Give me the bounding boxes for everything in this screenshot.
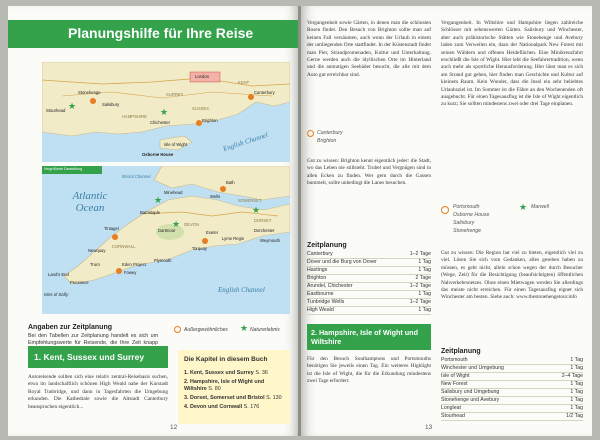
chapter-page: S. 176	[243, 404, 260, 410]
table-cell-label: High Weald	[307, 307, 399, 315]
map-label-torquay: Torquay	[192, 246, 207, 251]
table-cell-label: Portsmouth	[441, 357, 543, 365]
nature-star-icon: ★	[160, 107, 169, 117]
table-row	[441, 365, 583, 373]
table-row	[307, 259, 431, 267]
highlight-legend-icon	[307, 130, 314, 137]
chapter-page: S. 80	[208, 386, 221, 392]
legend-item: Canterbury	[317, 130, 343, 136]
map-southeast	[42, 62, 290, 162]
chapter-label: 2. Hampshire, Isle of Wight und Wiltshire	[184, 379, 265, 392]
map-label-weymouth: Weymouth	[260, 238, 280, 243]
highlight-legend-icon	[174, 326, 181, 333]
legend-item: Salisbury	[453, 220, 475, 226]
map-label-cornwall: CORNWALL	[112, 244, 136, 249]
table-cell-value: 1 Tag	[543, 357, 583, 365]
chapter-item[interactable]	[184, 379, 284, 393]
map-label-isles: Isles of Scilly	[44, 292, 69, 297]
col1-top-text: Vergangenheit sowie Gärten, in denen man die schönsten Rosen findet. Den Besuch von Brighton sollte man auf keinen Fall versäumen, auch wenn der Urlaub in einem der umliegenden Orte stattfindet. In der Küstenstadt findet man Pier, Strandpromenaden, Kultur und Unterhaltung. Gerne werden auch die idyllischen Orte im Hinterland und die anmutigen Seebäder besucht, die alle mit dem Auto gut erreichbar sind.	[307, 20, 431, 78]
map-label-lands-end: Land's End	[48, 272, 69, 277]
table-cell-value: 1 Tag	[543, 405, 583, 413]
legend-item: Stonehenge	[453, 228, 481, 234]
table-cell-label: Stourhead	[441, 413, 543, 421]
map-sea-ocean: Atlantic Ocean	[72, 190, 108, 214]
zeitplanung-table-2	[441, 357, 583, 421]
zeitplanung-heading-2: Zeitplanung	[441, 348, 481, 355]
table-cell-value: 1 Tag	[543, 381, 583, 389]
table-cell-value: 1 Tag	[543, 365, 583, 373]
map-label-osborne: Osborne House	[142, 152, 174, 157]
map-label-bristol: Bristol Channel	[122, 174, 151, 179]
nature-legend-icon: ★	[519, 202, 528, 212]
table-row	[307, 275, 431, 283]
chapter-page: S. 130	[266, 395, 282, 401]
table-cell-value: 2 Tage	[399, 275, 431, 283]
chapter-label: 3. Dorset, Somerset und Bristol	[184, 395, 265, 401]
table-row	[441, 389, 583, 397]
chapter-item[interactable]	[184, 370, 284, 377]
map-label-stonehenge: Stonehenge	[78, 90, 101, 95]
highlight-icon	[202, 238, 208, 244]
legend-nature-label: Naturerlebnis	[250, 327, 280, 333]
map-label-lyme: Lyme Regis	[222, 236, 244, 241]
map-label-dorset: DORSET	[254, 218, 272, 223]
table-row	[307, 291, 431, 299]
map-label-truro: Truro	[90, 262, 100, 267]
chapter-item[interactable]	[184, 395, 284, 402]
highlight-icon	[90, 98, 96, 104]
highlight-icon	[116, 268, 122, 274]
map-label-exeter: Exeter	[206, 230, 219, 235]
map-inset-caption: Vergrößerte Darstellung	[44, 167, 83, 171]
highlight-icon	[248, 94, 254, 100]
page-title: Planungshilfe für Ihre Reise	[68, 25, 254, 41]
chapter-page: S. 36	[255, 370, 268, 376]
page-number-left: 12	[170, 424, 178, 431]
gut-zu-wissen-text: Gut zu wissen: Die Region hat viel zu bieten, eigentlich viel zu viel. Lösen Sie sich vom Gedanken, alles gesehen haben zu müssen, es geht nicht, allein schon wegen der durch Besucher (Wege, Zeit) für die Besichtigung (beaufsichtigten) öffentlichen Nahverkehrsnetzes. Ohne einen Mietwagen werden Sie allerdings das meiste nicht erreichen. Für einen Tagesausflug eignet sich Winchester am besten. Siehe auch: www.thestonehengetour.info	[441, 250, 583, 301]
nature-star-icon: ★	[68, 101, 77, 111]
legend-item: Portsmouth	[453, 204, 480, 210]
map-label-sussex: SUSSEX	[192, 106, 209, 111]
map-label-eden: Eden Project	[122, 262, 146, 267]
table-cell-label: Salisbury und Umgebung	[441, 389, 543, 397]
col2-top-text: Vergangenheit. In Wiltshire und Hampshire liegen zahlreiche Schlösser mit sehenswerten Gärten. Salisbury und Winchester, aber auch prähistorische Stätten wie Stonehenge und Avebury laden zum Verweilen ein, dazu der Nationalpark New Forest mit seinen Wäldern und offenen Heideflächen. Eine Minikreuzfahrt erschließt die Isle of Wight. Hier lebt die Seefahrertradition, wenn auch mehr als sportliche Herausforderung. Hier lässt man es sich am Strand gut gehen, hier finden man Geschichte und Kultur auf kleinem Raum. Kein Wunder, dass die Insel ein sehr beliebtes Urlaubsziel ist. Im Sommer ist die Fähre an den Wochenenden oft ausgebucht. Für einen Tagesausflug ist die Isle of Wight eigentlich zu kurz; Sie sollten mindestens zwei oder drei Tage einplanen.	[441, 20, 583, 108]
table-cell-value: 1 Tag	[543, 389, 583, 397]
table-row	[307, 283, 431, 291]
table-row	[441, 405, 583, 413]
map-label-wells: Wells	[210, 194, 221, 199]
legend-item: Brighton	[317, 138, 337, 144]
highlight-icon	[220, 186, 226, 192]
map-label-salisbury: Salisbury	[102, 102, 120, 107]
table-cell-value: 1 Tag	[399, 291, 431, 299]
legend	[174, 323, 294, 336]
map-label-plymouth: Plymouth	[154, 258, 172, 263]
map-label-london: London	[195, 74, 209, 79]
map-label-penzance: Penzance	[70, 280, 89, 285]
table-cell-value: 1/2 Tag	[543, 413, 583, 421]
zeitplanung-table-1	[307, 251, 431, 315]
map-label-chichester: Chichester	[150, 120, 171, 125]
map-label-kent: KENT	[238, 80, 250, 85]
page-number-right: 13	[425, 424, 433, 431]
map-label-dorchester: Dorchester	[254, 228, 275, 233]
map-sea-channel-bottom: English Channel	[218, 286, 265, 294]
map-label-somerset: SOMERSET	[238, 198, 262, 203]
table-cell-value: 1–2 Tage	[399, 283, 431, 291]
chapter-item[interactable]	[184, 404, 284, 411]
chapter-label: 1. Kent, Sussex und Surrey	[184, 370, 254, 376]
left-page	[8, 6, 299, 436]
section1-heading: 1. Kent, Sussex und Surrey	[34, 352, 145, 362]
table-cell-label: Brighton	[307, 275, 399, 283]
nature-star-icon: ★	[172, 219, 181, 229]
highlight-legend-icon	[441, 206, 449, 214]
table-cell-label: Arundel, Chichester	[307, 283, 399, 291]
zeitplanung-heading-1: Zeitplanung	[307, 242, 347, 249]
map-label-fowey: Fowey	[124, 270, 137, 275]
table-row	[441, 413, 583, 421]
section2-text: Für den Besuch Southamptons und Portsmouths benötigen Sie jeweils einen Tag. Ein weiteres Highlight ist die Isle of Wight, die für die Erkundung mindestens zwei Tage erfordert.	[307, 356, 431, 385]
section1-text: Autoreisende sollten sich eine relativ zentral-Reisebasis suchen, etwa im landschaftlich schönen High Weald nahe der Kurstadt Royal Tunbridge, und dann in Tagesfahrten die Umgebung erkunden. Die Kathedrale sowie die Altstadt Canterbury beanspruchen eigentlich...	[28, 374, 168, 410]
table-cell-label: Stonehenge und Avebury	[441, 397, 543, 405]
map-label-surrey: SURREY	[166, 92, 184, 97]
table-cell-label: New Forest	[441, 381, 543, 389]
right-page	[301, 6, 592, 436]
table-row	[307, 251, 431, 259]
table-row	[307, 267, 431, 275]
legend-item: Osborne House	[453, 212, 490, 218]
table-row	[441, 357, 583, 365]
map-label-brighton: Brighton	[202, 118, 218, 123]
angaben-heading: Angaben zur Zeitplanung	[28, 324, 112, 331]
legend-col1	[307, 130, 431, 150]
col1-mid-text: Gut zu wissen: Brighton kennt eigentlich jeder: die Stadt, wo das Leben nie stillsteht. Trubel und Vergnügen sind in allen Ecken zu finden. Wer gern durch die Gassen bummelt, sollte unbedingt die Lanes besuchen.	[307, 158, 431, 187]
chapters-box-title: Die Kapitel in diesem Buch	[184, 356, 268, 363]
nature-legend-icon: ★	[240, 323, 249, 333]
table-row	[441, 397, 583, 405]
map-label-bath: Bath	[226, 180, 235, 185]
angaben-text: Bei den Tabellen zur Zeitplanung handelt es sich um Empfehlungswerte für Reisende, die Ihre Zeit knapp	[28, 333, 158, 347]
table-cell-label: Longleat	[441, 405, 543, 413]
table-cell-label: Dover und die Burg von Dover	[307, 259, 399, 267]
table-cell-label: Eastbourne	[307, 291, 399, 299]
section2-heading: 2. Hampshire, Isle of Wight und Wiltshire	[311, 328, 418, 346]
nature-star-icon: ★	[252, 205, 261, 215]
legend-col2	[441, 204, 583, 244]
highlight-icon	[112, 234, 118, 240]
chapter-label: 4. Devon und Cornwall	[184, 404, 243, 410]
table-row	[307, 307, 431, 315]
table-row	[441, 381, 583, 389]
table-cell-value: 1 Tag	[399, 267, 431, 275]
map-sea-channel: English Channel	[221, 130, 269, 154]
map-label-devon: DEVON	[184, 222, 199, 227]
table-cell-label: Tunbridge Wells	[307, 299, 399, 307]
legend-highlight-label: Außergewöhnliches	[184, 327, 228, 333]
table-cell-value: 2–4 Tage	[543, 373, 583, 381]
map-label-stourhead: Stourhead	[46, 108, 66, 113]
map-label-tintagel: Tintagel	[104, 226, 119, 231]
map-southwest	[42, 166, 290, 314]
table-cell-label: Canterbury	[307, 251, 399, 259]
table-cell-value: 1 Tag	[399, 307, 431, 315]
legend-item: Marwell	[531, 204, 549, 210]
table-cell-label: Hastings	[307, 267, 399, 275]
table-cell-value: 1–2 Tage	[399, 299, 431, 307]
map-label-barnstaple: Barnstaple	[140, 210, 161, 215]
table-row	[441, 373, 583, 381]
map-label-canterbury: Canterbury	[254, 90, 275, 95]
table-cell-value: 1–2 Tage	[399, 251, 431, 259]
map-label-dartmoor: Dartmoor	[158, 228, 176, 233]
table-cell-label: Winchester und Umgebung	[441, 365, 543, 373]
map-label-isle: Isle of Wight	[164, 142, 188, 147]
table-cell-value: 1 Tag	[543, 397, 583, 405]
table-cell-label: Isle of Wight	[441, 373, 543, 381]
table-cell-value: 1 Tag	[399, 259, 431, 267]
table-row	[307, 299, 431, 307]
highlight-icon	[196, 120, 202, 126]
map-label-newquay: Newquay	[88, 248, 106, 253]
map-label-minehead: Minehead	[164, 190, 183, 195]
map-label-hampshire: HAMPSHIRE	[122, 114, 147, 119]
nature-star-icon: ★	[154, 195, 163, 205]
chapters-box	[178, 350, 290, 424]
